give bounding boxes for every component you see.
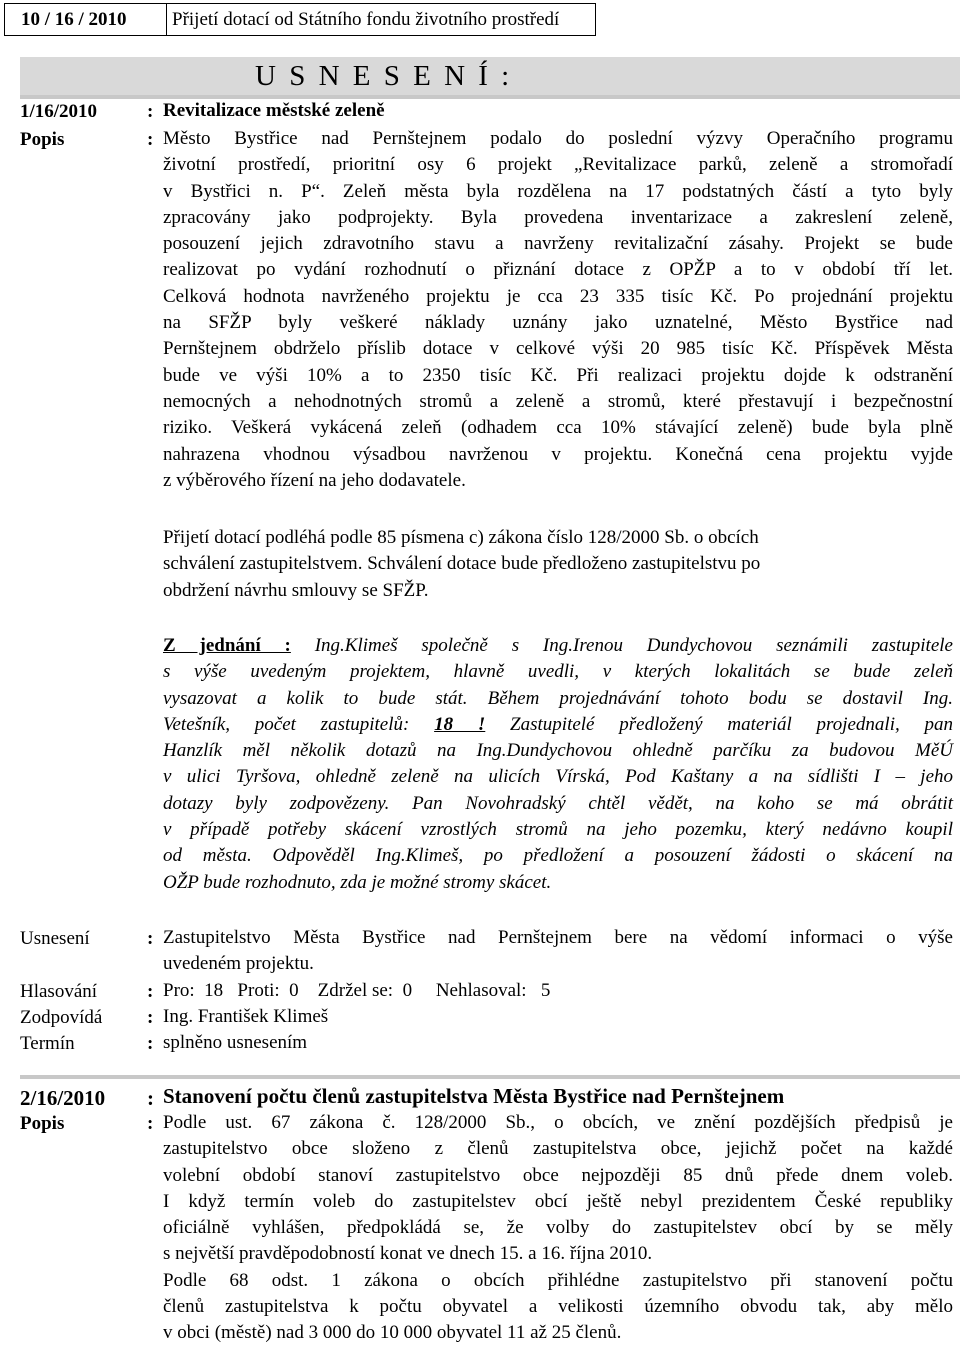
termin-label: Termín (20, 1033, 75, 1054)
colon: : (147, 1113, 154, 1134)
colon: : (147, 1033, 154, 1054)
page-header (4, 3, 596, 36)
meeting-label: Z jednání : (163, 635, 291, 656)
popis-label: Popis (20, 129, 65, 150)
header-title: Přijetí dotací od Státního fondu životního prostředí (172, 8, 560, 30)
zodpovida-label: Zodpovídá (20, 1007, 103, 1028)
usneseni-text: Zastupitelstvo Města Bystřice nad Pernštejnem bere na vědomí informaci o výše uvedeném projektu. (163, 927, 953, 975)
popis-label: Popis (20, 1113, 65, 1134)
item-title: Revitalizace městské zeleně (163, 100, 385, 121)
colon: : (147, 1007, 154, 1028)
colon: : (147, 928, 154, 949)
resolution-heading: U S N E S E N Í : (20, 57, 960, 95)
zodpovida-value: Ing. František Klimeš (163, 1006, 329, 1027)
popis-text: Podle ust. 67 zákona č. 128/2000 Sb., o obcích, ve znění pozdějších předpisů je zastupitelstvo obce složeno z členů zastupitelstva obce, jejichž počet na každé volební období stanoví zastupitelstvo obce nejpozději 85 dnů přede dnem voleb. I když termín voleb do zastupitelstev obcí ještě nebyl prezidentem České republiky oficiálně vyhlášen, předpokládá se, že volby do zastupitelstev obcí by se měly s největší pravděpodobností konat ve dnech 15. a 16. října 2010. Podle 68 odst. 1 zákona o obcích přihlédne zastupitelstvo při stanovení počtu členů zastupitelstva k počtu obyvatel a velikosti územního obvodu tak, aby mělo v obci (městě) nad 3 000 do 10 000 obyvatel 11 až 25 členů. (163, 1112, 953, 1344)
item-title: Stanovení počtu členů zastupitelstva Města Bystřice nad Pernštejnem (163, 1084, 785, 1108)
colon: : (147, 1086, 154, 1110)
hlasovani-value: Pro: 18 Proti: 0 Zdržel se: 0 Nehlasoval: 5 (163, 980, 551, 1001)
popis-text: Město Bystřice nad Pernštejnem podalo do poslední výzvy Operačního programu životní prostředí, prioritní osy 6 projekt „Revitalizace parků, zeleně a stromořadí v Bystřici n. P“. Zeleň města byla rozdělena na 17 podstatných částí a tyto byly zpracovány jako podprojekty. Byla provedena inventarizace a zakreslení zeleně, posouzení jejich zdravotního stavu a navrženy revitalizační zásahy. Projekt se bude realizovat po vydání rozhodnutí o přiznání dotace z OPŽP a to v období tří let. Celková hodnota navrženého projektu je cca 23 335 tisíc Kč. Po projednání projektu na SFŽP byly veškeré náklady uznány jako uznatelné, Město Bystřice nad Pernštejnem obdrželo příslib dotace v celkové výši 20 985 tisíc Kč. Příspěvek Města bude ve výši 10% a to 2350 tisíc Kč. Při realizaci projektu dojde k odstranění nemocných a nehodnotných stromů a zeleně a stromů, které přestavují i bezpečnostní riziko. Veškerá vykácená zeleň (odhadem cca 10% stávající zeleně) bude byla plně nahrazena vhodnou výsadbou navrženou v projektu. Konečná cena projektu vyjde z výběrového řízení na jeho dodavatele. (163, 128, 953, 491)
zastupitelu-count: 18 ! (434, 713, 486, 735)
approval-text: Přijetí dotací podléhá podle 85 písmena c) zákona číslo 128/2000 Sb. o obcích schválení zastupitelstvem. Schválení dotace bude předloženo zastupitelstvu po obdržení návrhu smlouvy se SFŽP. (163, 527, 761, 601)
colon: : (147, 129, 154, 150)
item-number: 1/16/2010 (20, 101, 98, 122)
colon: : (147, 981, 154, 1002)
usneseni-label: Usnesení (20, 928, 90, 949)
hlasovani-label: Hlasování (20, 981, 98, 1002)
header-number: 10 / 16 / 2010 (5, 4, 167, 35)
divider (20, 1075, 960, 1079)
item-number: 2/16/2010 (20, 1086, 106, 1110)
meeting-text: Z jednání : Ing.Klimeš společně s Ing.Irenou Dundychovou seznámili zastupitele s výše uvedeným projektem, hlavně uvedli, v kterých lokalitách se bude zeleň vysazovat a kolik to bude stát. Během projednávání tohoto bodu se dostavil Ing. Vetešník, počet zastupitelů: 18 ! Zastupitelé předložený materiál projednali, pan Hanzlík měl několik dotazů na Ing.Dundychovou ohledně parčíku za budovou MěÚ v ulici Tyršova, ohledně zeleně na ulicích Vírská, Pod Kaštany a na sídlišti I – jeho dotazy byly zodpovězeny. Pan Novohradský chtěl vědět, na koho se má obrátit v případě potřeby skácení vzrostlých stromů na jeho pozemku, který nedávno koupil od města. Odpověděl Ing.Klimeš, po předložení a posouzení žádosti o skácení na OŽP bude rozhodnuto, zda je možné stromy skácet. (163, 635, 954, 893)
termin-value: splněno usnesením (163, 1032, 308, 1053)
colon: : (147, 101, 154, 122)
